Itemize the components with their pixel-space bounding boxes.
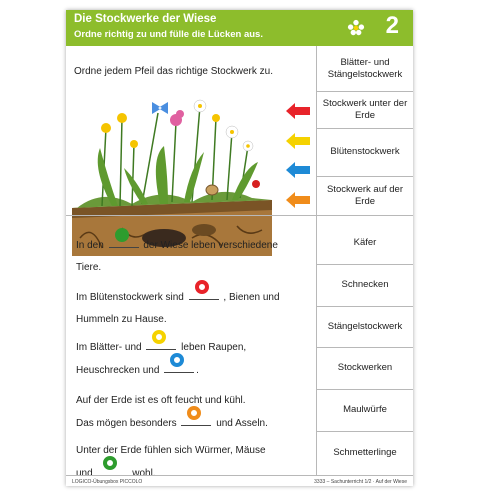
sentence-text: . (196, 365, 199, 376)
worksheet-title: Die Stockwerke der Wiese (74, 13, 217, 25)
meadow-illustration (72, 88, 272, 256)
sentence-text: Hummeln zu Hause. (76, 314, 167, 325)
sentence-text: Im Blätter- und (76, 342, 142, 353)
answer-card-leaf-stem-level[interactable]: Blätter- und Stängelstockwerk (327, 56, 403, 80)
worksheet-card (66, 10, 413, 486)
arrow-red-icon (286, 103, 310, 119)
yellow-ring-marker (152, 330, 166, 344)
sentence-text: und (76, 468, 93, 479)
answer-blank-blue[interactable] (164, 359, 194, 373)
sentence-text: Im Blütenstockwerk sind (76, 292, 184, 303)
arrow-yellow-icon (286, 133, 310, 149)
arrow-yellow-shape (286, 133, 310, 149)
sentence-text: , Bienen und (223, 292, 280, 303)
instruction-text: Ordne jedem Pfeil das richtige Stockwerk zu. (74, 66, 273, 77)
answer-blank-red[interactable] (189, 286, 219, 300)
footer-right-text: 3333 – Sachunterricht 1/2 · Auf der Wiese (314, 479, 407, 485)
sentence-1 (76, 234, 278, 279)
word-card-schmetterlinge[interactable]: Schmetterlinge (333, 447, 397, 459)
flower-icon (347, 19, 365, 37)
answer-card-ground-level[interactable]: Stockwerk auf der Erde (326, 183, 404, 207)
orange-ring-marker (187, 406, 201, 420)
word-card-schnecken[interactable]: Schnecken (341, 279, 389, 291)
answer-card-underground-level[interactable]: Stockwerk unter der Erde (322, 97, 408, 121)
worksheet-footer (66, 475, 413, 487)
sentence-text: In den (76, 240, 104, 251)
arrow-orange-shape (286, 192, 310, 208)
word-card-staengelstockwerk[interactable]: Stängelstockwerk (327, 320, 403, 332)
sentence-text: Auf der Erde ist es oft feucht und kühl. (76, 395, 246, 406)
answer-blank-green-2[interactable] (97, 462, 127, 476)
word-card-maulwuerfe[interactable]: Maulwürfe (343, 404, 387, 416)
worksheet-header (66, 10, 413, 46)
word-card-stockwerken[interactable]: Stockwerken (337, 362, 393, 374)
sentence-text: und Asseln. (216, 418, 268, 429)
sentence-text: Unter der Erde fühlen sich Würmer, Mäuse (76, 445, 266, 456)
sentence-text: Das mögen besonders (76, 418, 177, 429)
sentence-2 (76, 286, 280, 331)
exercise-area (66, 46, 316, 479)
green-ring-marker (103, 456, 117, 470)
worksheet-subtitle: Ordne richtig zu und fülle die Lücken aus. (74, 29, 263, 40)
answer-card-blossom-level[interactable]: Blütenstockwerk (330, 146, 400, 158)
sentence-text: der Wiese leben verschiedene (143, 240, 278, 251)
answer-blank-yellow[interactable] (146, 336, 176, 350)
green-dot-marker (115, 228, 129, 242)
answer-blank-green[interactable] (109, 234, 139, 248)
sentence-4 (76, 390, 268, 435)
red-ring-marker (195, 280, 209, 294)
arrow-blue-icon (286, 162, 310, 178)
footer-left-text: LOGICO-Übungsbox PICCOLO (72, 479, 143, 485)
sentence-3 (76, 336, 246, 382)
blue-ring-marker (170, 353, 184, 367)
arrow-blue-shape (286, 162, 310, 178)
sentence-text: Tiere. (76, 262, 102, 273)
sentence-text: wohl. (132, 468, 156, 479)
sentence-text: Heuschrecken und (76, 365, 160, 376)
section-divider (66, 215, 413, 216)
arrow-orange-icon (286, 192, 310, 208)
answer-blank-orange[interactable] (181, 412, 211, 426)
arrow-red-shape (286, 103, 310, 119)
word-card-kaefer[interactable]: Käfer (353, 237, 377, 249)
sentence-text: leben Raupen, (181, 342, 247, 353)
worksheet-number: 2 (385, 12, 399, 39)
